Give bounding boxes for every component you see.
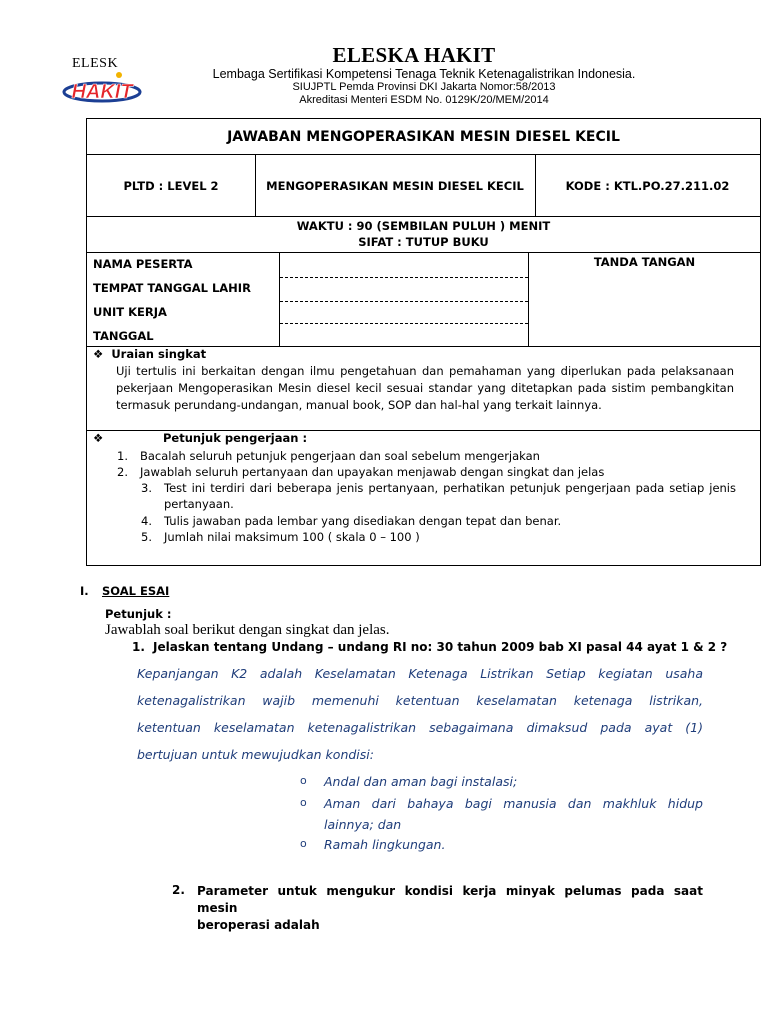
tempat-tanggal-lahir-field[interactable] [280,301,528,302]
uraian-heading [93,347,206,361]
answer-1 [137,660,703,768]
form-level: PLTD : LEVEL 2 [87,155,256,216]
nama-peserta-field[interactable] [280,277,528,278]
bullet-text: Ramah lingkungan. [324,837,446,852]
logo-elesk-text: ELESK [72,56,119,71]
list-number: 1. [117,449,128,463]
uraian-text: Uji tertulis ini berkaitan dengan ilmu pengetahuan dan pemahaman yang diperlukan pada pelaksanaan pekerjaan Mengoperasikan Mesin diesel kecil sesuai standar yang ditetapkan pada sistim pembangkitan termasuk perundang-undangan, manual book, SOP dan hal-hal yang terkait lainnya. [116,364,734,412]
label-nama-peserta: NAMA PESERTA [93,257,193,271]
list-item [141,480,736,512]
list-number: 2. [117,465,128,479]
circle-bullet-icon: o [300,837,307,850]
label-unit-kerja: UNIT KERJA [93,305,167,319]
form-code: KODE : KTL.PO.27.211.02 [565,178,730,193]
circle-bullet-icon: o [300,774,307,787]
answer-1-line: ketenagalistrikan wajib memenuhi ketentuan keselamatan ketenaga listrikan, [137,693,703,708]
question-2-number: 2. [172,883,185,897]
question-2-line: beroperasi adalah [197,918,320,932]
list-text: Jawablah seluruh pertanyaan dan upayakan menjawab dengan singkat dan jelas [140,465,605,479]
section-petunjuk-label: Petunjuk : [105,607,172,621]
org-license: SIUJPTL Pemda Provinsi DKI Jakarta Nomor:58/2013 [292,81,556,93]
list-text: Jumlah nilai maksimum 100 ( skala 0 – 100 ) [164,530,420,544]
bullet-text: lainnya; dan [324,817,402,832]
participant-identity-box [86,252,761,347]
question-1-number: 1. [132,640,145,654]
bullet-text: Andal dan aman bagi instalasi; [324,774,518,789]
list-number: 4. [141,514,152,528]
diamond-bullet-icon: ❖ [93,431,104,445]
label-tempat-tanggal-lahir: TEMPAT TANGGAL LAHIR [93,281,251,295]
signature-label: TANDA TANGAN [593,255,696,269]
list-item [117,448,737,464]
uraian-title: Uraian singkat [111,347,207,361]
list-item [141,529,736,545]
form-title: JAWABAN MENGOPERASIKAN MESIN DIESEL KECIL [86,118,761,155]
org-subtitle: Lembaga Sertifikasi Kompetensi Tenaga Teknik Ketenagalistrikan Indonesia. [212,67,636,81]
list-item [141,513,736,529]
list-text: Test ini terdiri dari beberapa jenis pertanyaan, perhatikan petunjuk pengerjaan pada setiap jenis pertanyaan. [164,481,736,511]
logo-hakit-text: HAKIT [71,81,133,103]
section-instruction: Jawablah soal berikut dengan singkat dan jelas. [105,622,390,638]
form-time-box [86,216,761,253]
question-2-line: Parameter untuk mengukur kondisi kerja minyak pelumas pada saat mesin [197,884,703,915]
list-item [117,464,737,480]
section-number: I. [80,584,89,598]
divider [279,253,280,346]
petunjuk-heading [93,431,308,445]
org-title: ELESKA HAKIT [332,43,496,67]
answer-1-line: bertujuan untuk mewujudkan kondisi: [137,747,374,762]
form-sifat: SIFAT : TUTUP BUKU [358,235,489,249]
org-accreditation: Akreditasi Menteri ESDM No. 0129K/20/MEM/2014 [299,94,549,106]
petunjuk-box [86,430,761,566]
unit-kerja-field[interactable] [280,323,528,324]
question-1-text: Jelaskan tentang Undang – undang RI no: 30 tahun 2009 bab XI pasal 44 ayat 1 & 2 ? [153,640,728,654]
circle-bullet-icon: o [300,796,307,809]
list-text: Tulis jawaban pada lembar yang disediakan dengan tepat dan benar. [164,514,562,528]
list-number: 5. [141,530,152,544]
question-2-text [197,883,703,934]
bullet-text: Aman dari bahaya bagi manusia dan makhluk hidup [324,796,703,811]
label-tanggal: TANGGAL [93,329,154,343]
section-title: SOAL ESAI [102,584,170,598]
form-waktu: WAKTU : 90 (SEMBILAN PULUH ) MENIT [296,219,551,233]
form-subject: MENGOPERASIKAN MESIN DIESEL KECIL [255,155,536,216]
answer-1-line: ketentuan keselamatan ketenagalistrikan sebagaimana dimaksud pada ayat (1) [137,720,703,735]
list-text: Bacalah seluruh petunjuk pengerjaan dan soal sebelum mengerjakan [140,449,540,463]
answer-1-line: Kepanjangan K2 adalah Keselamatan Ketenaga Listrikan Setiap kegiatan usaha [137,666,703,681]
uraian-box [86,346,761,431]
petunjuk-title: Petunjuk pengerjaan : [163,431,308,445]
form-info-row [86,154,761,217]
list-number: 3. [141,481,152,495]
diamond-bullet-icon: ❖ [93,347,104,361]
